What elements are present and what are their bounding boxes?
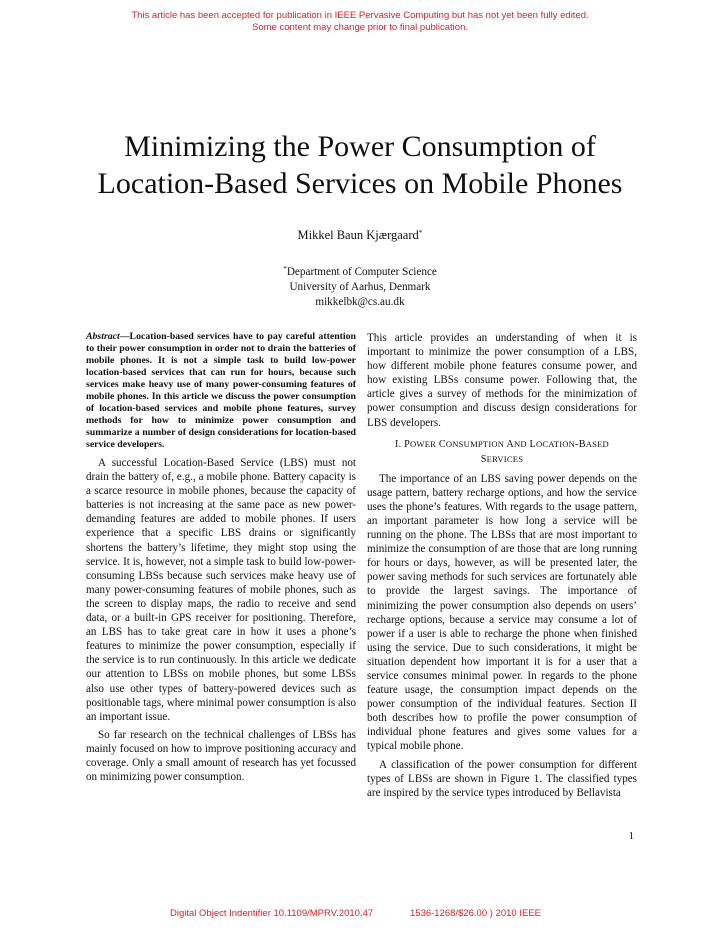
affiliation-dept-text: Department of Computer Science <box>286 266 437 278</box>
abstract <box>86 331 356 451</box>
affiliation-dept <box>0 261 720 280</box>
publication-notice-line-1: This article has been accepted for publication in IEEE Pervasive Computing but has not yet been fully edited. <box>131 10 589 21</box>
author-name-text: Mikkel Baun Kjærgaard <box>297 228 419 242</box>
section-title-line-2: SERVICES <box>480 453 524 465</box>
title-line-2: Location-Based Services on Mobile Phones <box>97 167 623 200</box>
abstract-label: Abstract <box>86 331 120 342</box>
author-email: mikkelbk@cs.au.dk <box>315 296 405 308</box>
affiliation-marker: * <box>283 264 287 273</box>
author-marker: * <box>418 228 423 237</box>
left-column <box>86 331 356 788</box>
right-column <box>367 331 637 804</box>
publication-notice-line-2: Some content may change prior to final publication. <box>252 22 468 33</box>
footer-doi: Digital Object Indentifier 10.1109/MPRV.2010.47 <box>170 908 374 919</box>
left-paragraph-2: So far research on the technical challenges of LBSs has mainly focused on how to improve positioning accuracy and coverage. Only a small amount of research has yet focussed on minimizing power consumption. <box>86 728 356 784</box>
right-paragraph-2: A classification of the power consumption for different types of LBSs are shown in Figure 1. The classified types are inspired by the service types introduced by Bellavista <box>367 758 637 799</box>
title-line-1: Minimizing the Power Consumption of <box>124 130 596 163</box>
section-number: I. <box>395 438 402 450</box>
right-paragraph-1: The importance of an LBS saving power depends on the usage pattern, battery recharge options, and how the service uses the phone’s features. With regards to the usage pattern, an important parameter is how long a service will be running on the phone. The LBSs that are most important to minimize the consumption of are those that are long running for hours or days, however, as will be presented later, the power saving methods for such services are fortunately able to provide the largest savings. The importance of minimizing the power consumption also depends on users’ recharge options, because a service may consume a lot of power if a user is able to recharge the phone when finished using the service. Due to such considerations, it might be situation dependent how important it is for a user that a service consumes minimal power. In regards to the phone feature usage, the consumption impact depends on the power consumption of the individual features. Section II both describes how to profile the power consumption of individual phone features and gives some values for a typical mobile phone. <box>367 472 637 753</box>
page-number: 1 <box>628 830 634 842</box>
affiliation <box>0 261 720 310</box>
section-heading-1 <box>367 437 637 467</box>
section-title-line-1: POWER CONSUMPTION AND LOCATION-BASED <box>404 438 609 450</box>
footer-issn: 1536-1268/$26.00 ) 2010 IEEE <box>410 908 541 919</box>
abstract-text: —Location-based services have to pay careful attention to their power consumption in order not to drain the batteries of mobile phones. It is not a simple task to build low-power location-based services that can run for hours, because such services make heavy use of many power-consuming features of mobile phones. In this article we discuss the power consumption of location-based services and mobile phone features, survey methods for how to minimize power consumption and summarize a number of design considerations for location-based service developers. <box>86 331 356 450</box>
affiliation-university: University of Aarhus, Denmark <box>289 281 431 293</box>
paper-title <box>60 128 660 202</box>
right-intro-paragraph: This article provides an understanding of when it is important to minimize the power consumption of a LBS, how different mobile phone features consume power, and how existing LBSs consume power. Following that, the article gives a survey of methods for the minimization of power consumption and discuss design considerations for LBS developers. <box>367 332 637 429</box>
author-name <box>0 228 720 243</box>
left-paragraph-1: A successful Location-Based Service (LBS) must not drain the battery of, e.g., a mobile phone. Battery capacity is a scarce resource in mobile phones, because the capacity of batteries is not increasing at the same pace as new power-demanding features are added to mobile phones. If users experience that a specific LBS drains or significantly shortens the battery’s lifetime, they might stop using the service. It is, however, not a simple task to build low-power-consuming LBSs because such services make heavy use of many power-consuming features of mobile phones, such as the screen to display maps, the radio to receive and send data, or a built-in GPS receiver for positioning. Therefore, an LBS has to take great care in how it uses a phone’s features to minimize the power consumption, especially if the service is to run continuously. In this article we dedicate our attention to LBSs on mobile phones, but some LBSs also use other types of battery-powered devices such as positionable tags, where minimal power consumption is also an important issue. <box>86 457 356 723</box>
